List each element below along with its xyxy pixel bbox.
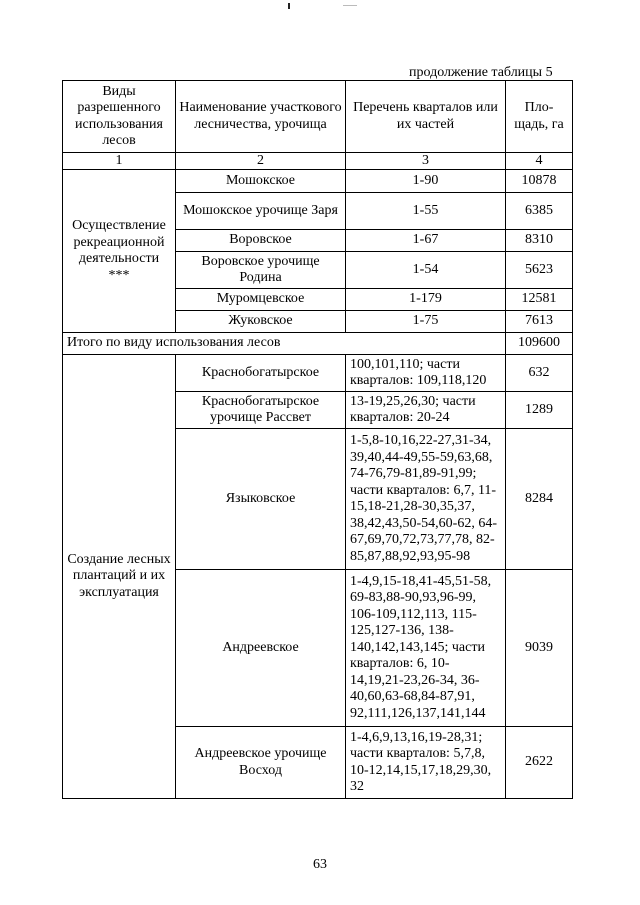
forestry-name: Мошокское [176,170,346,193]
table-row [63,170,573,193]
column-number: 2 [176,153,346,170]
quarters: 1-67 [346,230,506,252]
quarters: 1-55 [346,193,506,230]
area-value: 6385 [506,193,573,230]
column-number: 3 [346,153,506,170]
quarters: 1-4,9,15-18,41-45,51-58, 69-83,88-90,93,96-99, 106-109,112,113, 115-125,127-136, 138-140,142,143,145; части кварталов: 6, 10-14,19,21-23,26-34, 36-40,60,63-68,84-87,91, 92,111,126,137,141,144 [346,570,506,727]
quarters: 1-4,6,9,13,16,19-28,31; части кварталов: 5,7,8, 10-12,14,15,17,18,29,30, 32 [346,727,506,799]
forestry-name: Воровское [176,230,346,252]
header-use-type: Виды разрешенного использования лесов [63,81,176,153]
quarters: 1-54 [346,252,506,289]
area-value: 632 [506,355,573,392]
quarters: 1-75 [346,311,506,333]
forestry-name: Жуковское [176,311,346,333]
header-row [63,81,573,153]
quarters: 13-19,25,26,30; части кварталов: 20-24 [346,392,506,429]
forestry-name: Андреевское урочище Восход [176,727,346,799]
forestry-name: Краснобогатырское [176,355,346,392]
quarters: 1-90 [346,170,506,193]
forestry-name: Воровское урочище Родина [176,252,346,289]
use-type-plantations: Создание лесных плантаций и их эксплуатация [63,355,176,799]
area-value: 10878 [506,170,573,193]
forest-use-table [62,80,573,799]
area-value: 5623 [506,252,573,289]
forestry-name: Языковское [176,429,346,570]
forestry-name: Андреевское [176,570,346,727]
column-number: 4 [506,153,573,170]
use-type-recreation: Осуществление рекреационной деятельности *** [63,170,176,333]
area-value: 7613 [506,311,573,333]
header-quarters-list: Перечень кварталов или их частей [346,81,506,153]
header-forestry-name: Наименование участкового лесничества, урочища [176,81,346,153]
forestry-name: Краснобогатырское урочище Рассвет [176,392,346,429]
scan-artifact-mark [288,3,290,9]
quarters: 1-179 [346,289,506,311]
total-row [63,333,573,355]
quarters: 100,101,110; части кварталов: 109,118,120 [346,355,506,392]
forestry-name: Мошокское урочище Заря [176,193,346,230]
table-continuation-caption: продолжение таблицы 5 [409,65,553,80]
quarters: 1-5,8-10,16,22-27,31-34, 39,40,44-49,55-59,63,68, 74-76,79-81,89-91,99; части кварталов: 6,7, 11-15,18-21,28-30,35,37, 38,42,43,50-54,60-62, 64-67,69,70,72,73,77,78, 82-85,87,88,92,93,95-98 [346,429,506,570]
page-number: 63 [313,857,327,872]
area-value: 8284 [506,429,573,570]
column-number-row [63,153,573,170]
area-value: 9039 [506,570,573,727]
area-value: 8310 [506,230,573,252]
area-value: 12581 [506,289,573,311]
scan-artifact-line [343,5,357,6]
area-value: 2622 [506,727,573,799]
forestry-name: Муромцевское [176,289,346,311]
total-label: Итого по виду использования лесов [63,333,506,355]
table-row [63,355,573,392]
area-value: 1289 [506,392,573,429]
total-value: 109600 [506,333,573,355]
header-area: Пло- щадь, га [506,81,573,153]
column-number: 1 [63,153,176,170]
